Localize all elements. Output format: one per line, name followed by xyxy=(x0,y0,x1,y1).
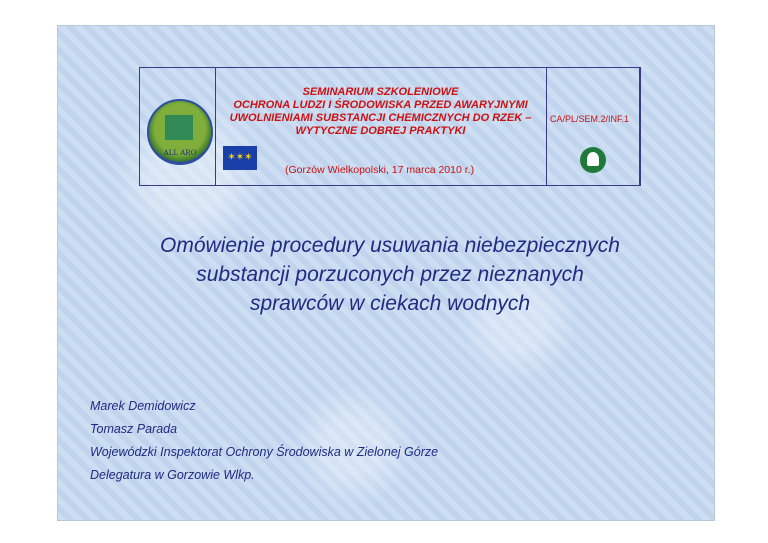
logo-text: ALL ARO xyxy=(163,149,197,157)
seminar-line: WYTYCZNE DOBREJ PRAKTYKI xyxy=(295,125,466,137)
document-code: CA/PL/SEM.2/INF.1 xyxy=(550,114,630,124)
code-cell xyxy=(546,68,640,185)
author-name: Marek Demidowicz xyxy=(90,399,196,413)
seminar-date: (Gorzów Wielkopolski, 17 marca 2010 r.) xyxy=(285,164,475,176)
logo-cell xyxy=(140,68,216,185)
seminar-title xyxy=(215,86,546,138)
seminar-line: UWOLNIENIAMI SUBSTANCJI CHEMICZNYCH DO RZEK – xyxy=(229,112,532,124)
seminar-line: OCHRONA LUDZI I ŚRODOWISKA PRZED AWARYJNYMI xyxy=(233,99,528,111)
institution-branch: Delegatura w Gorzowie Wlkp. xyxy=(90,468,255,482)
authors-block xyxy=(90,395,438,487)
eu-flag-icon: ✶✶✶ xyxy=(223,146,257,170)
author-name: Tomasz Parada xyxy=(90,422,178,436)
presentation-title xyxy=(80,231,700,318)
organization-logo xyxy=(147,99,213,165)
title-line: sprawców w ciekach wodnych xyxy=(249,292,531,315)
seminar-cell xyxy=(215,68,547,185)
title-line: substancji porzuconych przez nieznanych xyxy=(196,263,584,286)
seminar-line: SEMINARIUM SZKOLENIOWE xyxy=(302,86,459,98)
green-emblem-icon xyxy=(580,147,606,173)
tower-icon xyxy=(165,115,193,140)
title-line: Omówienie procedury usuwania niebezpiecznych xyxy=(160,234,620,257)
header-box xyxy=(139,67,641,186)
institution: Wojewódzki Inspektorat Ochrony Środowiska w Zielonej Górze xyxy=(90,445,439,459)
